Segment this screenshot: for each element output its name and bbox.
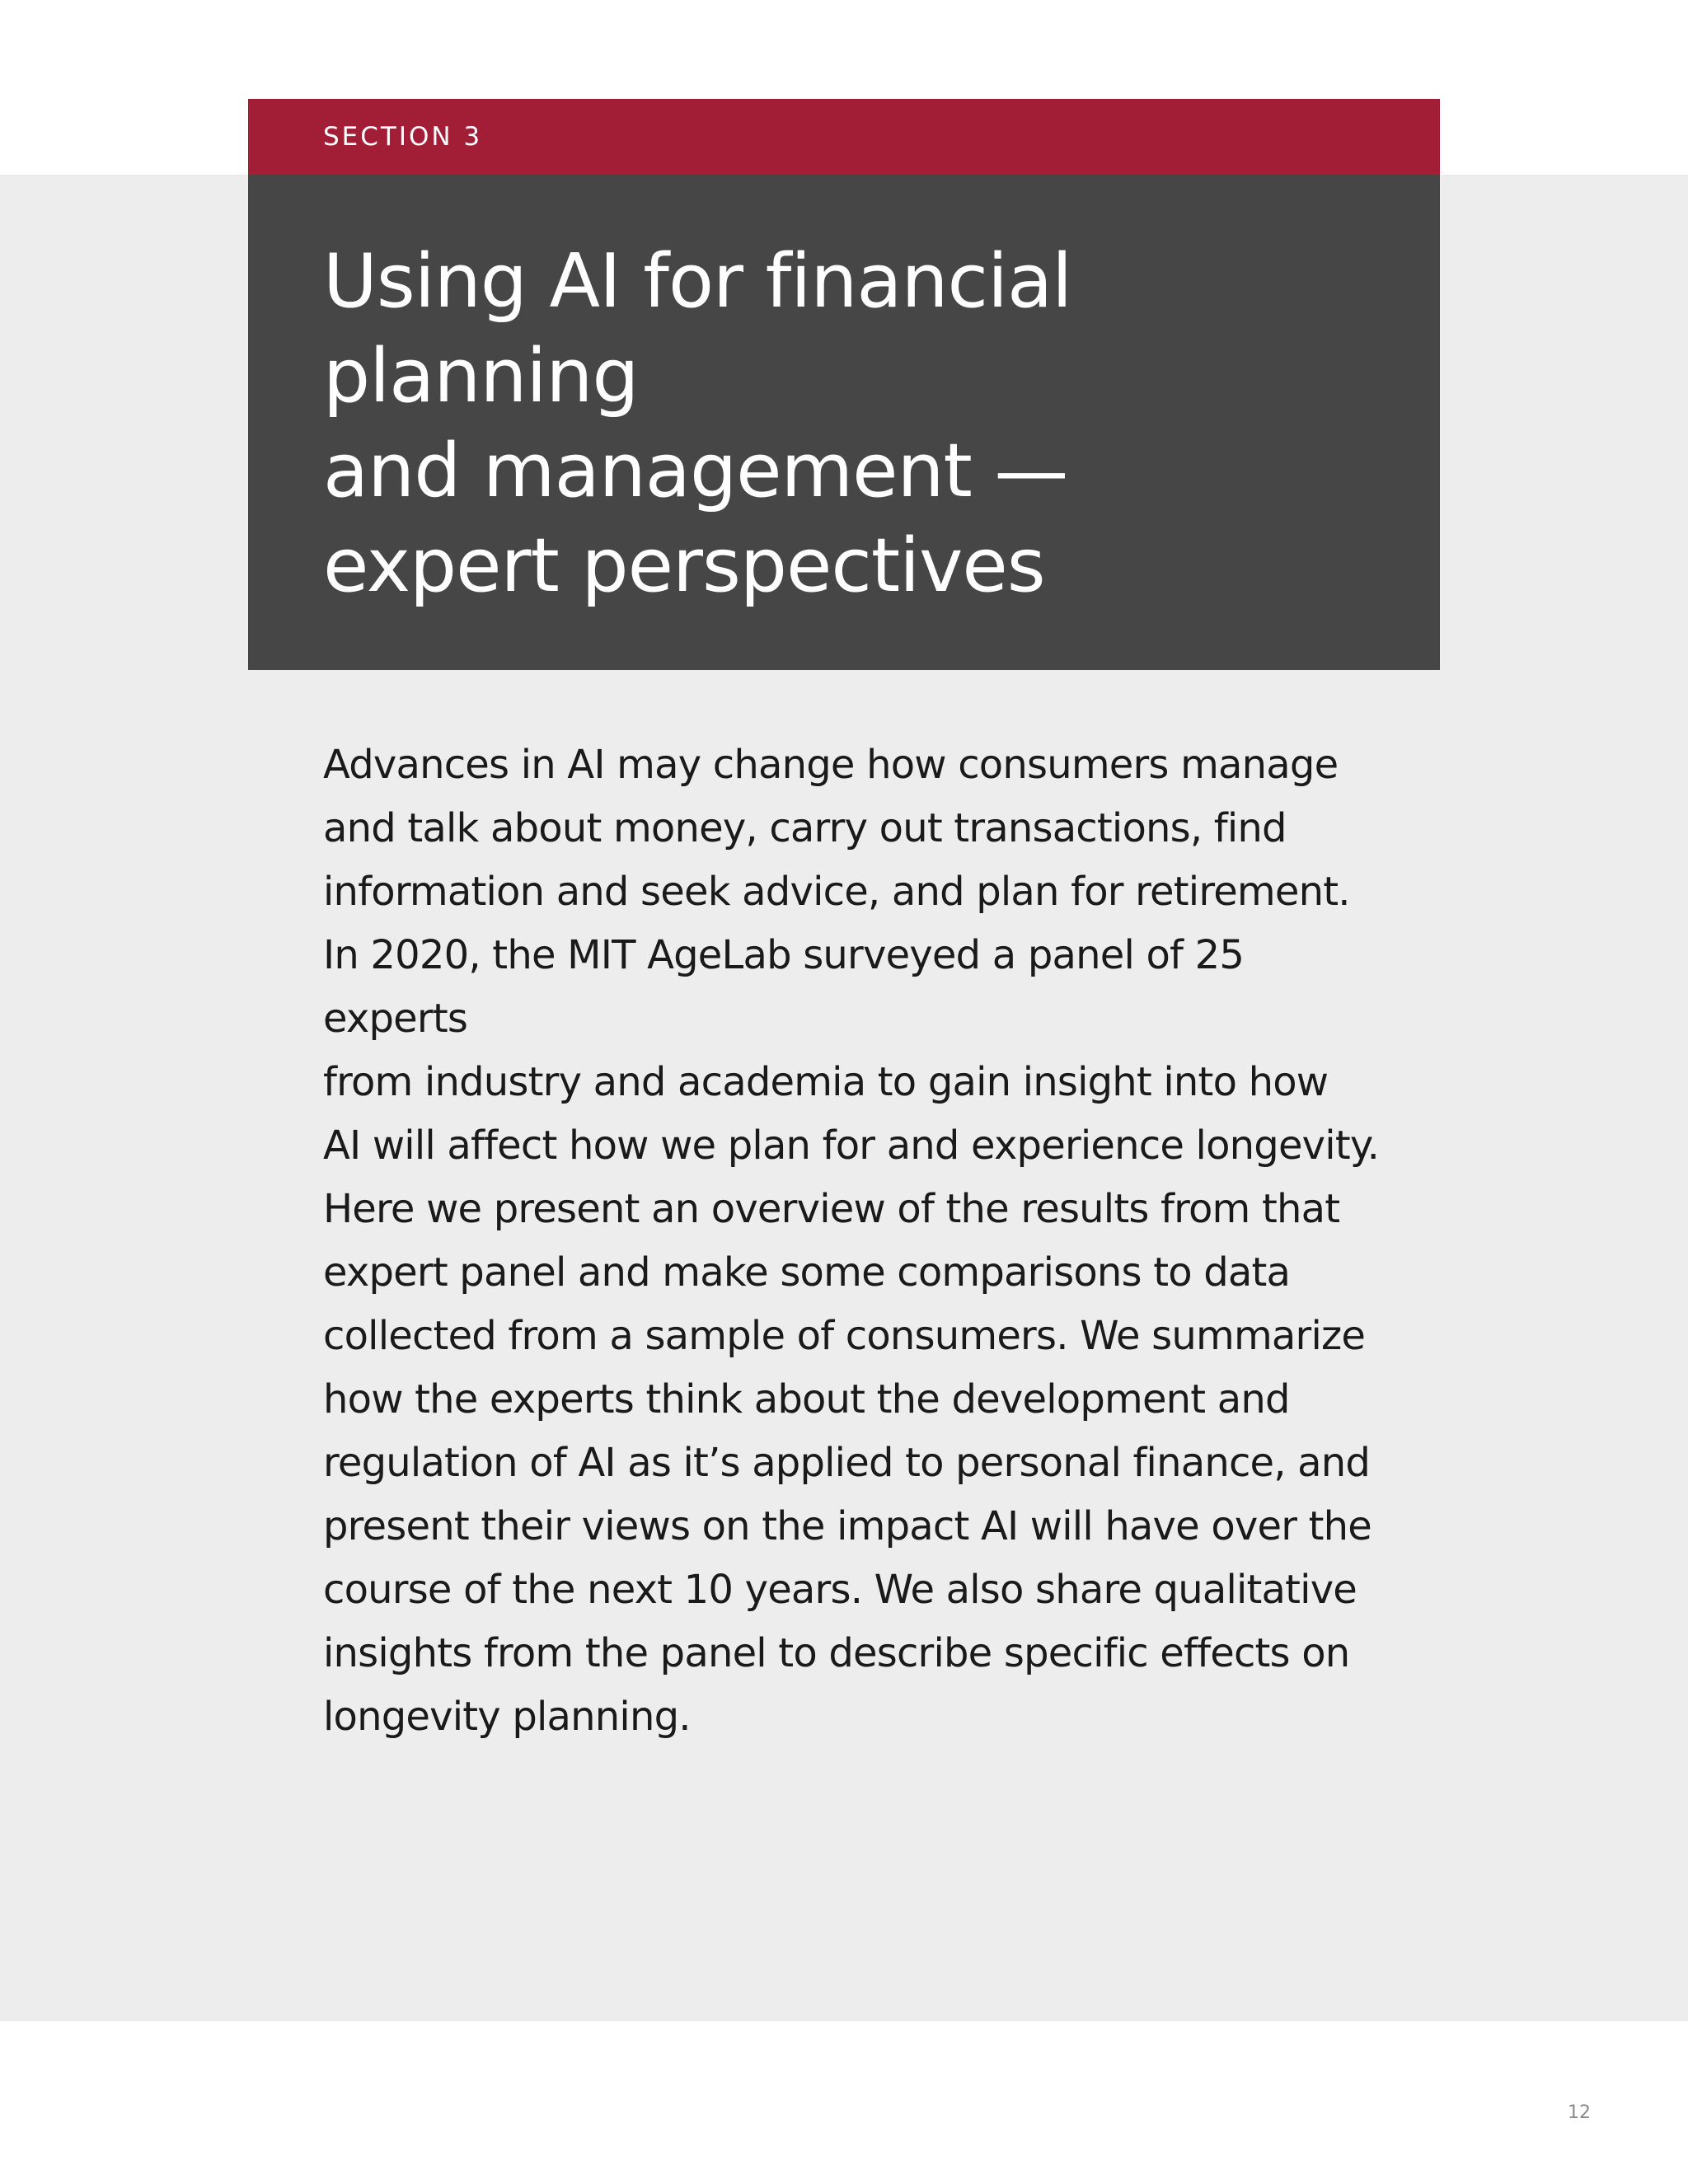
title-panel	[248, 175, 1440, 670]
page-number: 12	[1568, 2102, 1591, 2123]
section-label: SECTION 3	[323, 122, 483, 152]
section-banner	[248, 99, 1440, 175]
page-title: Using AI for financial planning and management — expert perspectives	[323, 238, 1072, 609]
body-paragraph: Advances in AI may change how consumers manage and talk about money, carry out transactions, find information and seek advice, and plan for retirement. In 2020, the MIT AgeLab surveyed a panel of 25 experts from industry and academia to gain insight into how AI will affect how we plan for and experience longevity. Here we present an overview of the results from that expert panel and make some comparisons to data collected from a sample of consumers. We summarize how the experts think about the development and regulation of AI as it’s applied to personal finance, and present their views on the impact AI will have over the course of the next 10 years. We also share qualitative insights from the panel to describe specific effects on longevity planning.	[323, 742, 1380, 1740]
